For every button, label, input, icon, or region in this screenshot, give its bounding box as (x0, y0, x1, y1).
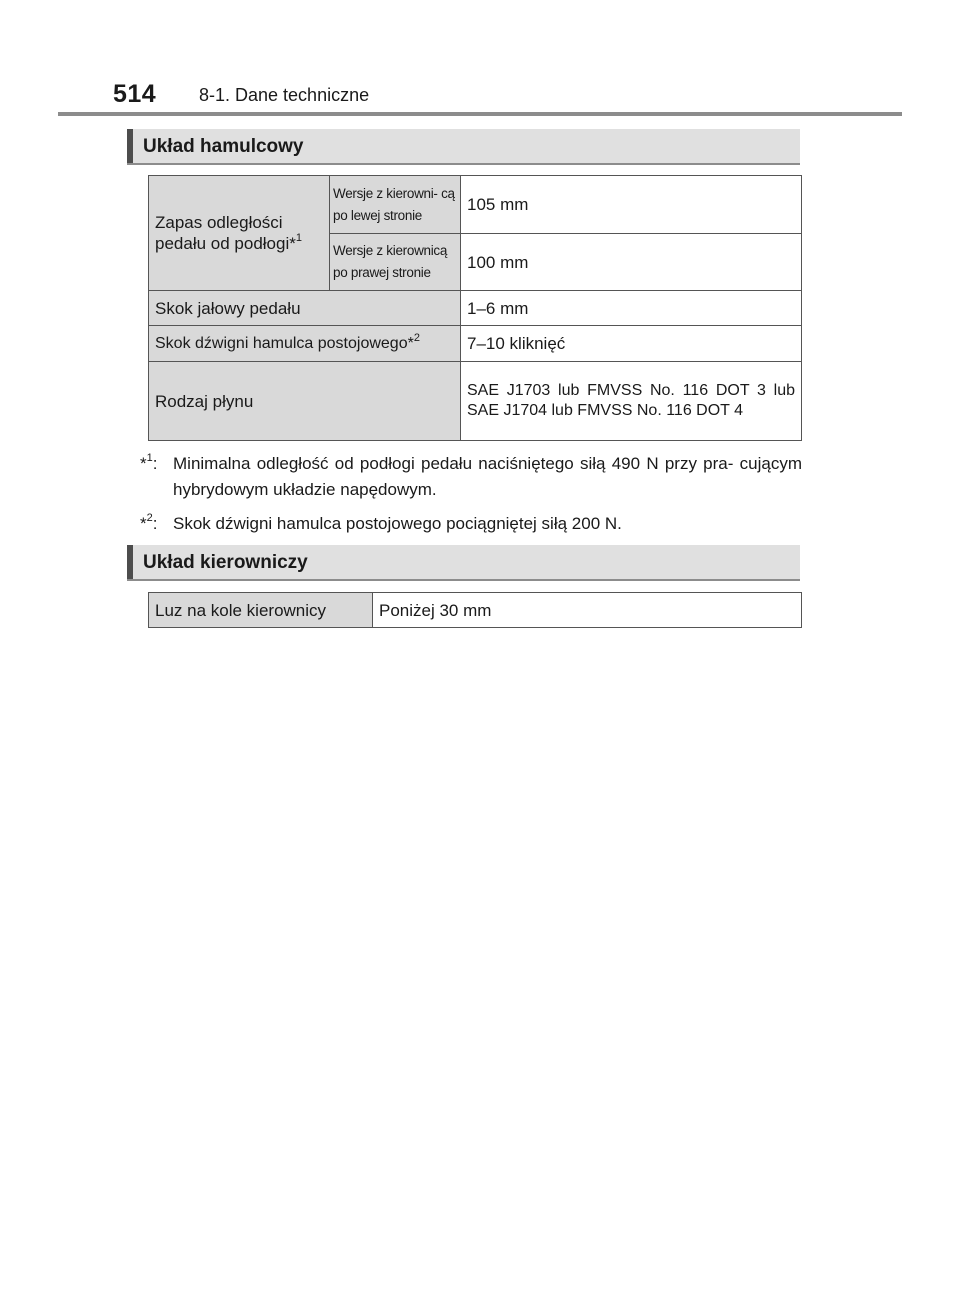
page-header (0, 0, 960, 116)
footnote (140, 511, 802, 537)
parking-brake-value: 7–10 kliknięć (461, 326, 802, 362)
table-row (149, 326, 802, 362)
table-row (149, 362, 802, 441)
steering-spec-table (148, 592, 802, 628)
heading-bar (127, 129, 133, 163)
header-rule (58, 112, 902, 116)
table-row (149, 176, 802, 234)
fluid-value: SAE J1703 lub FMVSS No. 116 DOT 3 lub SAE J1704 lub FMVSS No. 116 DOT 4 (461, 362, 802, 441)
brake-section-title: Układ hamulcowy (143, 136, 304, 157)
pedal-clearance-label: Zapas odległości pedału od podłogi*$^1$ (149, 176, 330, 291)
footnote (140, 451, 802, 503)
footnote-mark: *$^1$: (140, 452, 158, 473)
parking-brake-label: Skok dźwigni hamulca postojowego*$^2$ (149, 326, 461, 362)
footnote-text: Minimalna odległość od podłogi pedału naciśniętego siłą 490 N przy pra- cującym hybrydowym układzie napędowym. (173, 454, 802, 499)
fluid-label: Rodzaj płynu (149, 362, 461, 441)
chapter-title: 8-1. Dane techniczne (199, 85, 370, 105)
free-play-label: Skok jałowy pedału (149, 291, 461, 326)
rhd-value: 100 mm (461, 234, 802, 291)
footnotes (140, 451, 802, 545)
steering-section-heading (127, 545, 800, 581)
page-number: 514 (113, 80, 157, 108)
brake-section-heading (127, 129, 800, 165)
lhd-label: Wersje z kierowni- cą po lewej stronie (330, 176, 461, 234)
rhd-label: Wersje z kierownicą po prawej stronie (330, 234, 461, 291)
footnote-text: Skok dźwigni hamulca postojowego pociągniętej siłą 200 N. (173, 514, 622, 533)
heading-bar (127, 545, 133, 579)
wheel-play-value: Poniżej 30 mm (373, 593, 802, 628)
lhd-value: 105 mm (461, 176, 802, 234)
free-play-value: 1–6 mm (461, 291, 802, 326)
table-row (149, 291, 802, 326)
steering-section-title: Układ kierowniczy (143, 552, 308, 573)
table-row (149, 593, 802, 628)
brake-spec-table (148, 175, 802, 441)
wheel-play-label: Luz na kole kierownicy (149, 593, 373, 628)
footnote-mark: *$^2$: (140, 512, 158, 533)
